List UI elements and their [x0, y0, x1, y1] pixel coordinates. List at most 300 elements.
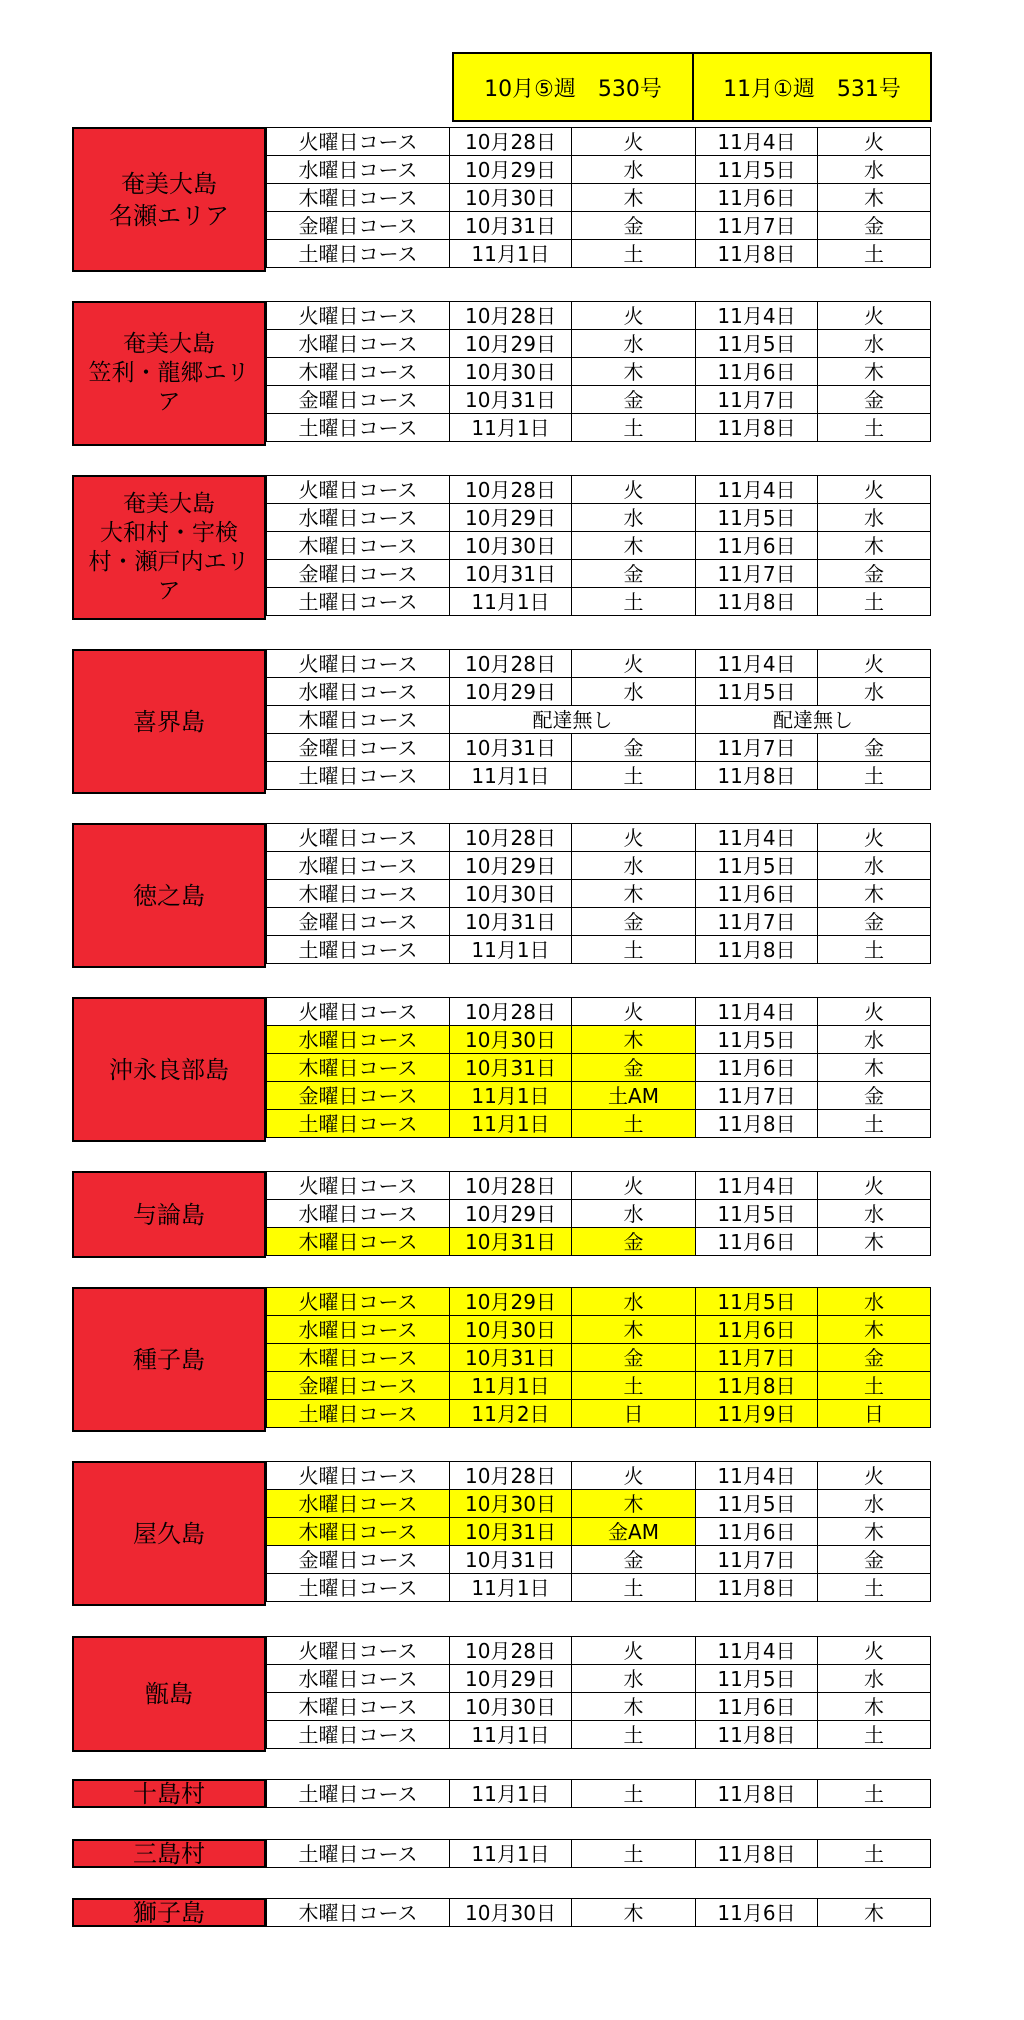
- date-530-cell: 10月29日: [450, 678, 572, 706]
- course-cell: 木曜日コース: [267, 1344, 450, 1372]
- table-row: [267, 1721, 931, 1749]
- weekday-530-cell: 金: [572, 560, 696, 588]
- date-531-cell: 11月4日: [696, 128, 818, 156]
- course-cell: 水曜日コース: [267, 1316, 450, 1344]
- area-label: [72, 1171, 266, 1258]
- weekday-530-cell: 火: [572, 998, 696, 1026]
- table-row: [267, 212, 931, 240]
- weekday-531-cell: 土: [818, 936, 931, 964]
- weekday-530-cell: 水: [572, 1665, 696, 1693]
- area-label: [72, 1287, 266, 1432]
- weekday-531-cell: 火: [818, 476, 931, 504]
- area-name: 奄美大島 名瀬エリア: [109, 169, 229, 230]
- course-cell: 木曜日コース: [267, 706, 450, 734]
- table-row: [267, 184, 931, 212]
- date-530-cell: 10月29日: [450, 852, 572, 880]
- weekday-531-cell: 火: [818, 302, 931, 330]
- area-label: [72, 1779, 266, 1808]
- area-label: [72, 649, 266, 794]
- weekday-530-cell: 水: [572, 330, 696, 358]
- course-cell: 土曜日コース: [267, 762, 450, 790]
- date-531-cell: 11月4日: [696, 302, 818, 330]
- weekday-531-cell: 木: [818, 880, 931, 908]
- weekday-531-cell: 水: [818, 156, 931, 184]
- date-531-cell: 11月5日: [696, 1288, 818, 1316]
- weekday-530-cell: 土: [572, 588, 696, 616]
- course-cell: 水曜日コース: [267, 1665, 450, 1693]
- date-530-cell: 10月30日: [450, 1316, 572, 1344]
- area-name: 甑島: [145, 1680, 193, 1708]
- weekday-531-cell: 土: [818, 588, 931, 616]
- area-name: 喜界島: [133, 707, 205, 736]
- no-delivery-cell: 配達無し: [450, 706, 696, 734]
- weekday-530-cell: 木: [572, 1899, 696, 1927]
- weekday-531-cell: 火: [818, 1637, 931, 1665]
- date-530-cell: 11月1日: [450, 414, 572, 442]
- weekday-531-cell: 水: [818, 504, 931, 532]
- table-row: [267, 1637, 931, 1665]
- weekday-531-cell: 水: [818, 852, 931, 880]
- date-531-cell: 11月8日: [696, 240, 818, 268]
- date-531-cell: 11月8日: [696, 1574, 818, 1602]
- week-header-530: 10月⑤週 530号: [452, 52, 694, 122]
- table-row: [267, 302, 931, 330]
- table-row: [267, 476, 931, 504]
- weekday-531-cell: 木: [818, 1693, 931, 1721]
- course-cell: 木曜日コース: [267, 880, 450, 908]
- date-531-cell: 11月5日: [696, 156, 818, 184]
- date-530-cell: 10月29日: [450, 156, 572, 184]
- table-row: [267, 1200, 931, 1228]
- course-cell: 金曜日コース: [267, 734, 450, 762]
- table-row: [267, 734, 931, 762]
- date-531-cell: 11月5日: [696, 504, 818, 532]
- course-cell: 木曜日コース: [267, 1899, 450, 1927]
- table-row: [267, 1899, 931, 1927]
- weekday-530-cell: 水: [572, 1288, 696, 1316]
- table-row: [267, 852, 931, 880]
- weekday-531-cell: 木: [818, 184, 931, 212]
- date-531-cell: 11月4日: [696, 1172, 818, 1200]
- date-530-cell: 11月1日: [450, 1721, 572, 1749]
- course-cell: 水曜日コース: [267, 330, 450, 358]
- area-label: [72, 997, 266, 1142]
- course-cell: 火曜日コース: [267, 998, 450, 1026]
- weekday-530-cell: 火: [572, 1637, 696, 1665]
- course-cell: 金曜日コース: [267, 212, 450, 240]
- date-531-cell: 11月8日: [696, 414, 818, 442]
- area-label: [72, 301, 266, 446]
- course-cell: 火曜日コース: [267, 1288, 450, 1316]
- course-cell: 木曜日コース: [267, 184, 450, 212]
- date-530-cell: 11月1日: [450, 1574, 572, 1602]
- course-cell: 金曜日コース: [267, 560, 450, 588]
- course-cell: 金曜日コース: [267, 1372, 450, 1400]
- schedule-table: [266, 1839, 931, 1868]
- course-cell: 水曜日コース: [267, 156, 450, 184]
- weekday-530-cell: 水: [572, 852, 696, 880]
- schedule-table: [266, 1461, 931, 1602]
- area-name: 獅子島: [133, 1898, 205, 1927]
- table-row: [267, 880, 931, 908]
- weekday-530-cell: 金: [572, 212, 696, 240]
- date-531-cell: 11月7日: [696, 908, 818, 936]
- weekday-530-cell: 木: [572, 532, 696, 560]
- date-531-cell: 11月8日: [696, 1110, 818, 1138]
- course-cell: 土曜日コース: [267, 588, 450, 616]
- date-531-cell: 11月4日: [696, 650, 818, 678]
- schedule-table: [266, 649, 931, 790]
- table-row: [267, 1574, 931, 1602]
- table-row: [267, 1840, 931, 1868]
- table-row: [267, 706, 931, 734]
- weekday-531-cell: 金: [818, 386, 931, 414]
- area-label: [72, 1636, 266, 1752]
- date-531-cell: 11月7日: [696, 1344, 818, 1372]
- table-row: [267, 560, 931, 588]
- date-530-cell: 10月28日: [450, 650, 572, 678]
- date-531-cell: 11月5日: [696, 1200, 818, 1228]
- weekday-530-cell: 火: [572, 650, 696, 678]
- table-row: [267, 1172, 931, 1200]
- weekday-531-cell: 水: [818, 678, 931, 706]
- date-530-cell: 10月28日: [450, 476, 572, 504]
- course-cell: 火曜日コース: [267, 128, 450, 156]
- weekday-530-cell: 土: [572, 414, 696, 442]
- table-row: [267, 1546, 931, 1574]
- course-cell: 木曜日コース: [267, 532, 450, 560]
- table-row: [267, 998, 931, 1026]
- date-530-cell: 10月29日: [450, 1200, 572, 1228]
- date-530-cell: 10月30日: [450, 1490, 572, 1518]
- date-530-cell: 10月28日: [450, 824, 572, 852]
- course-cell: 土曜日コース: [267, 1721, 450, 1749]
- date-531-cell: 11月6日: [696, 1054, 818, 1082]
- date-530-cell: 10月30日: [450, 358, 572, 386]
- date-530-cell: 10月31日: [450, 386, 572, 414]
- date-530-cell: 10月30日: [450, 880, 572, 908]
- weekday-530-cell: 木: [572, 1693, 696, 1721]
- weekday-531-cell: 土: [818, 240, 931, 268]
- date-530-cell: 10月29日: [450, 504, 572, 532]
- table-row: [267, 588, 931, 616]
- course-cell: 土曜日コース: [267, 1110, 450, 1138]
- date-530-cell: 10月28日: [450, 302, 572, 330]
- area-name: 屋久島: [133, 1519, 205, 1548]
- weekday-531-cell: 金: [818, 908, 931, 936]
- course-cell: 土曜日コース: [267, 1840, 450, 1868]
- table-row: [267, 532, 931, 560]
- schedule-table: [266, 823, 931, 964]
- weekday-531-cell: 土: [818, 414, 931, 442]
- date-530-cell: 11月1日: [450, 936, 572, 964]
- date-530-cell: 10月28日: [450, 1637, 572, 1665]
- table-row: [267, 1665, 931, 1693]
- area-label: [72, 1461, 266, 1606]
- area-name: 種子島: [133, 1345, 205, 1374]
- schedule-table: [266, 1636, 931, 1749]
- date-530-cell: 10月29日: [450, 330, 572, 358]
- area-label: [72, 823, 266, 968]
- course-cell: 木曜日コース: [267, 1054, 450, 1082]
- date-530-cell: 10月31日: [450, 1054, 572, 1082]
- date-531-cell: 11月8日: [696, 1721, 818, 1749]
- weekday-530-cell: 木: [572, 1316, 696, 1344]
- date-531-cell: 11月5日: [696, 1026, 818, 1054]
- date-531-cell: 11月6日: [696, 532, 818, 560]
- weekday-531-cell: 木: [818, 1228, 931, 1256]
- date-530-cell: 10月28日: [450, 998, 572, 1026]
- date-531-cell: 11月6日: [696, 880, 818, 908]
- date-530-cell: 10月31日: [450, 212, 572, 240]
- date-530-cell: 10月29日: [450, 1665, 572, 1693]
- weekday-531-cell: 水: [818, 1026, 931, 1054]
- area-name: 徳之島: [133, 881, 205, 910]
- weekday-530-cell: 土: [572, 762, 696, 790]
- date-531-cell: 11月8日: [696, 588, 818, 616]
- course-cell: 土曜日コース: [267, 1780, 450, 1808]
- course-cell: 木曜日コース: [267, 1693, 450, 1721]
- weekday-531-cell: 火: [818, 128, 931, 156]
- schedule-table: [266, 1171, 931, 1256]
- weekday-530-cell: 金: [572, 1546, 696, 1574]
- weekday-530-cell: 火: [572, 1172, 696, 1200]
- course-cell: 水曜日コース: [267, 852, 450, 880]
- table-row: [267, 128, 931, 156]
- date-530-cell: 10月31日: [450, 1228, 572, 1256]
- course-cell: 火曜日コース: [267, 650, 450, 678]
- course-cell: 水曜日コース: [267, 1490, 450, 1518]
- weekday-530-cell: 金: [572, 908, 696, 936]
- schedule-table: [266, 1898, 931, 1927]
- weekday-530-cell: 土AM: [572, 1082, 696, 1110]
- table-row: [267, 824, 931, 852]
- weekday-530-cell: 金: [572, 734, 696, 762]
- date-530-cell: 10月30日: [450, 1693, 572, 1721]
- date-530-cell: 10月31日: [450, 1344, 572, 1372]
- weekday-530-cell: 火: [572, 476, 696, 504]
- weekday-531-cell: 金: [818, 734, 931, 762]
- table-row: [267, 1110, 931, 1138]
- weekday-531-cell: 土: [818, 1574, 931, 1602]
- table-row: [267, 1490, 931, 1518]
- date-530-cell: 10月28日: [450, 128, 572, 156]
- weekday-531-cell: 土: [818, 1110, 931, 1138]
- weekday-530-cell: 土: [572, 240, 696, 268]
- date-530-cell: 10月28日: [450, 1462, 572, 1490]
- weekday-531-cell: 水: [818, 1288, 931, 1316]
- table-row: [267, 358, 931, 386]
- date-531-cell: 11月8日: [696, 762, 818, 790]
- weekday-530-cell: 木: [572, 184, 696, 212]
- course-cell: 土曜日コース: [267, 414, 450, 442]
- date-531-cell: 11月6日: [696, 1228, 818, 1256]
- weekday-530-cell: 火: [572, 1462, 696, 1490]
- date-531-cell: 11月4日: [696, 998, 818, 1026]
- date-531-cell: 11月8日: [696, 1840, 818, 1868]
- area-name: 奄美大島 笠利・龍郷エリ ア: [88, 331, 250, 415]
- weekday-531-cell: 木: [818, 1899, 931, 1927]
- weekday-530-cell: 水: [572, 156, 696, 184]
- weekday-530-cell: 水: [572, 1200, 696, 1228]
- date-531-cell: 11月8日: [696, 936, 818, 964]
- table-row: [267, 414, 931, 442]
- weekday-531-cell: 水: [818, 1200, 931, 1228]
- weekday-531-cell: 土: [818, 1780, 931, 1808]
- weekday-531-cell: 金: [818, 1344, 931, 1372]
- course-cell: 土曜日コース: [267, 936, 450, 964]
- date-531-cell: 11月7日: [696, 560, 818, 588]
- weekday-531-cell: 土: [818, 1721, 931, 1749]
- date-531-cell: 11月7日: [696, 386, 818, 414]
- date-531-cell: 11月7日: [696, 734, 818, 762]
- date-530-cell: 11月1日: [450, 1780, 572, 1808]
- weekday-531-cell: 火: [818, 1172, 931, 1200]
- table-row: [267, 678, 931, 706]
- date-531-cell: 11月5日: [696, 330, 818, 358]
- weekday-531-cell: 火: [818, 650, 931, 678]
- table-row: [267, 1344, 931, 1372]
- weekday-531-cell: 金: [818, 1546, 931, 1574]
- table-row: [267, 156, 931, 184]
- course-cell: 土曜日コース: [267, 240, 450, 268]
- weekday-531-cell: 木: [818, 1316, 931, 1344]
- weekday-530-cell: 土: [572, 1780, 696, 1808]
- table-row: [267, 1082, 931, 1110]
- course-cell: 木曜日コース: [267, 358, 450, 386]
- weekday-531-cell: 水: [818, 330, 931, 358]
- table-row: [267, 1026, 931, 1054]
- weekday-530-cell: 金: [572, 1344, 696, 1372]
- area-label: [72, 475, 266, 620]
- weekday-530-cell: 土: [572, 1574, 696, 1602]
- date-531-cell: 11月4日: [696, 1637, 818, 1665]
- weekday-531-cell: 金: [818, 560, 931, 588]
- date-531-cell: 11月6日: [696, 1518, 818, 1546]
- weekday-530-cell: 木: [572, 358, 696, 386]
- weekday-530-cell: 火: [572, 302, 696, 330]
- weekday-530-cell: 水: [572, 678, 696, 706]
- date-530-cell: 11月1日: [450, 1840, 572, 1868]
- weekday-531-cell: 木: [818, 1054, 931, 1082]
- course-cell: 土曜日コース: [267, 1400, 450, 1428]
- schedule-table: [266, 997, 931, 1138]
- weekday-530-cell: 土: [572, 1721, 696, 1749]
- area-name: 十島村: [133, 1779, 205, 1808]
- date-530-cell: 10月31日: [450, 734, 572, 762]
- weekday-530-cell: 金: [572, 1054, 696, 1082]
- weekday-530-cell: 水: [572, 504, 696, 532]
- course-cell: 火曜日コース: [267, 1462, 450, 1490]
- area-name: 奄美大島 大和村・宇検 村・瀬戸内エリ ア: [88, 490, 250, 604]
- course-cell: 金曜日コース: [267, 1082, 450, 1110]
- date-530-cell: 10月28日: [450, 1172, 572, 1200]
- weekday-531-cell: 火: [818, 998, 931, 1026]
- date-531-cell: 11月6日: [696, 1316, 818, 1344]
- date-530-cell: 10月30日: [450, 184, 572, 212]
- date-530-cell: 11月1日: [450, 588, 572, 616]
- date-530-cell: 11月2日: [450, 1400, 572, 1428]
- date-531-cell: 11月7日: [696, 1082, 818, 1110]
- course-cell: 火曜日コース: [267, 476, 450, 504]
- table-row: [267, 762, 931, 790]
- schedule-table: [266, 301, 931, 442]
- weekday-530-cell: 金: [572, 1228, 696, 1256]
- schedule-table: [266, 1287, 931, 1428]
- weekday-531-cell: 日: [818, 1400, 931, 1428]
- weekday-530-cell: 土: [572, 1372, 696, 1400]
- course-cell: 木曜日コース: [267, 1228, 450, 1256]
- weekday-531-cell: 火: [818, 1462, 931, 1490]
- weekday-530-cell: 木: [572, 1026, 696, 1054]
- weekday-530-cell: 木: [572, 1490, 696, 1518]
- weekday-531-cell: 水: [818, 1665, 931, 1693]
- course-cell: 火曜日コース: [267, 1172, 450, 1200]
- course-cell: 金曜日コース: [267, 1546, 450, 1574]
- area-label: [72, 1839, 266, 1868]
- weekday-530-cell: 火: [572, 128, 696, 156]
- date-530-cell: 11月1日: [450, 240, 572, 268]
- table-row: [267, 1693, 931, 1721]
- date-530-cell: 10月29日: [450, 1288, 572, 1316]
- weekday-531-cell: 木: [818, 1518, 931, 1546]
- date-530-cell: 10月30日: [450, 1026, 572, 1054]
- area-label: [72, 1898, 266, 1927]
- date-530-cell: 11月1日: [450, 1082, 572, 1110]
- date-530-cell: 10月31日: [450, 1546, 572, 1574]
- date-531-cell: 11月8日: [696, 1372, 818, 1400]
- date-531-cell: 11月5日: [696, 678, 818, 706]
- table-row: [267, 1518, 931, 1546]
- date-531-cell: 11月6日: [696, 358, 818, 386]
- date-531-cell: 11月4日: [696, 1462, 818, 1490]
- course-cell: 金曜日コース: [267, 908, 450, 936]
- date-531-cell: 11月6日: [696, 1899, 818, 1927]
- date-530-cell: 11月1日: [450, 1110, 572, 1138]
- course-cell: 火曜日コース: [267, 824, 450, 852]
- table-row: [267, 1054, 931, 1082]
- weekday-531-cell: 金: [818, 212, 931, 240]
- course-cell: 土曜日コース: [267, 1574, 450, 1602]
- date-531-cell: 11月9日: [696, 1400, 818, 1428]
- table-row: [267, 330, 931, 358]
- date-530-cell: 11月1日: [450, 762, 572, 790]
- date-531-cell: 11月6日: [696, 1693, 818, 1721]
- weekday-531-cell: 土: [818, 1372, 931, 1400]
- date-531-cell: 11月5日: [696, 1490, 818, 1518]
- weekday-530-cell: 日: [572, 1400, 696, 1428]
- weekday-531-cell: 木: [818, 532, 931, 560]
- weekday-530-cell: 土: [572, 936, 696, 964]
- date-531-cell: 11月7日: [696, 1546, 818, 1574]
- course-cell: 水曜日コース: [267, 1026, 450, 1054]
- area-name: 与論島: [133, 1200, 205, 1229]
- table-row: [267, 386, 931, 414]
- course-cell: 火曜日コース: [267, 1637, 450, 1665]
- date-531-cell: 11月7日: [696, 212, 818, 240]
- date-530-cell: 10月31日: [450, 560, 572, 588]
- table-row: [267, 240, 931, 268]
- table-row: [267, 1400, 931, 1428]
- date-531-cell: 11月5日: [696, 852, 818, 880]
- date-531-cell: 11月4日: [696, 824, 818, 852]
- table-row: [267, 1228, 931, 1256]
- date-530-cell: 10月30日: [450, 1899, 572, 1927]
- table-row: [267, 504, 931, 532]
- date-531-cell: 11月6日: [696, 184, 818, 212]
- weekday-531-cell: 金: [818, 1082, 931, 1110]
- table-row: [267, 1372, 931, 1400]
